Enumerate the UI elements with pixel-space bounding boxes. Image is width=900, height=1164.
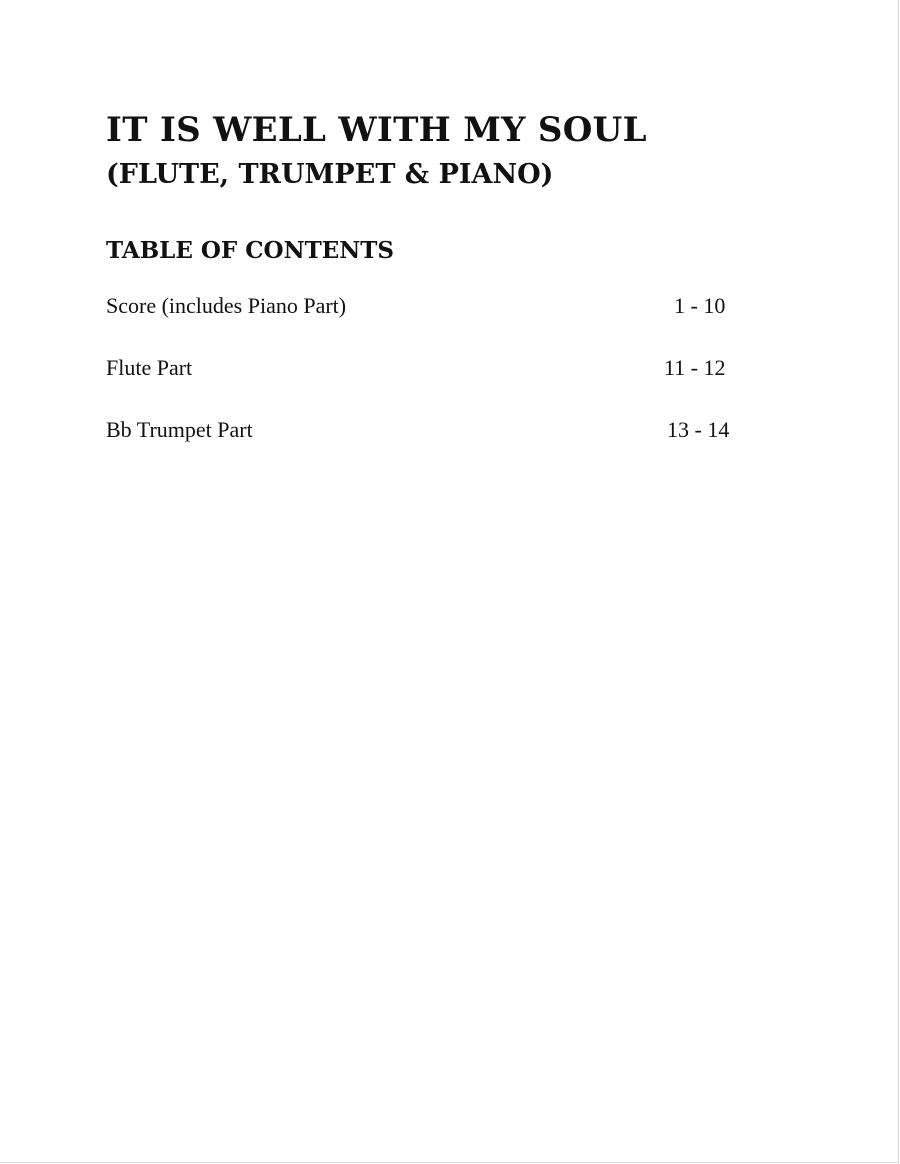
toc-entry-label: Score (includes Piano Part)	[106, 293, 347, 318]
toc-entry-pages: 13 - 14	[667, 417, 730, 442]
toc-entry-score	[106, 291, 766, 321]
toc-entry-flute-part	[106, 353, 766, 383]
toc-entry-pages: 11 - 12	[664, 355, 726, 380]
toc-entry-label: Flute Part	[106, 355, 193, 380]
document-subtitle: (FLUTE, TRUMPET & PIANO)	[106, 159, 554, 190]
document-title: IT IS WELL WITH MY SOUL	[106, 110, 647, 150]
toc-heading: TABLE OF CONTENTS	[106, 237, 394, 264]
toc-entry-pages: 1 - 10	[674, 293, 726, 318]
toc-entry-trumpet-part	[106, 415, 766, 445]
toc-entry-label: Bb Trumpet Part	[106, 417, 253, 442]
